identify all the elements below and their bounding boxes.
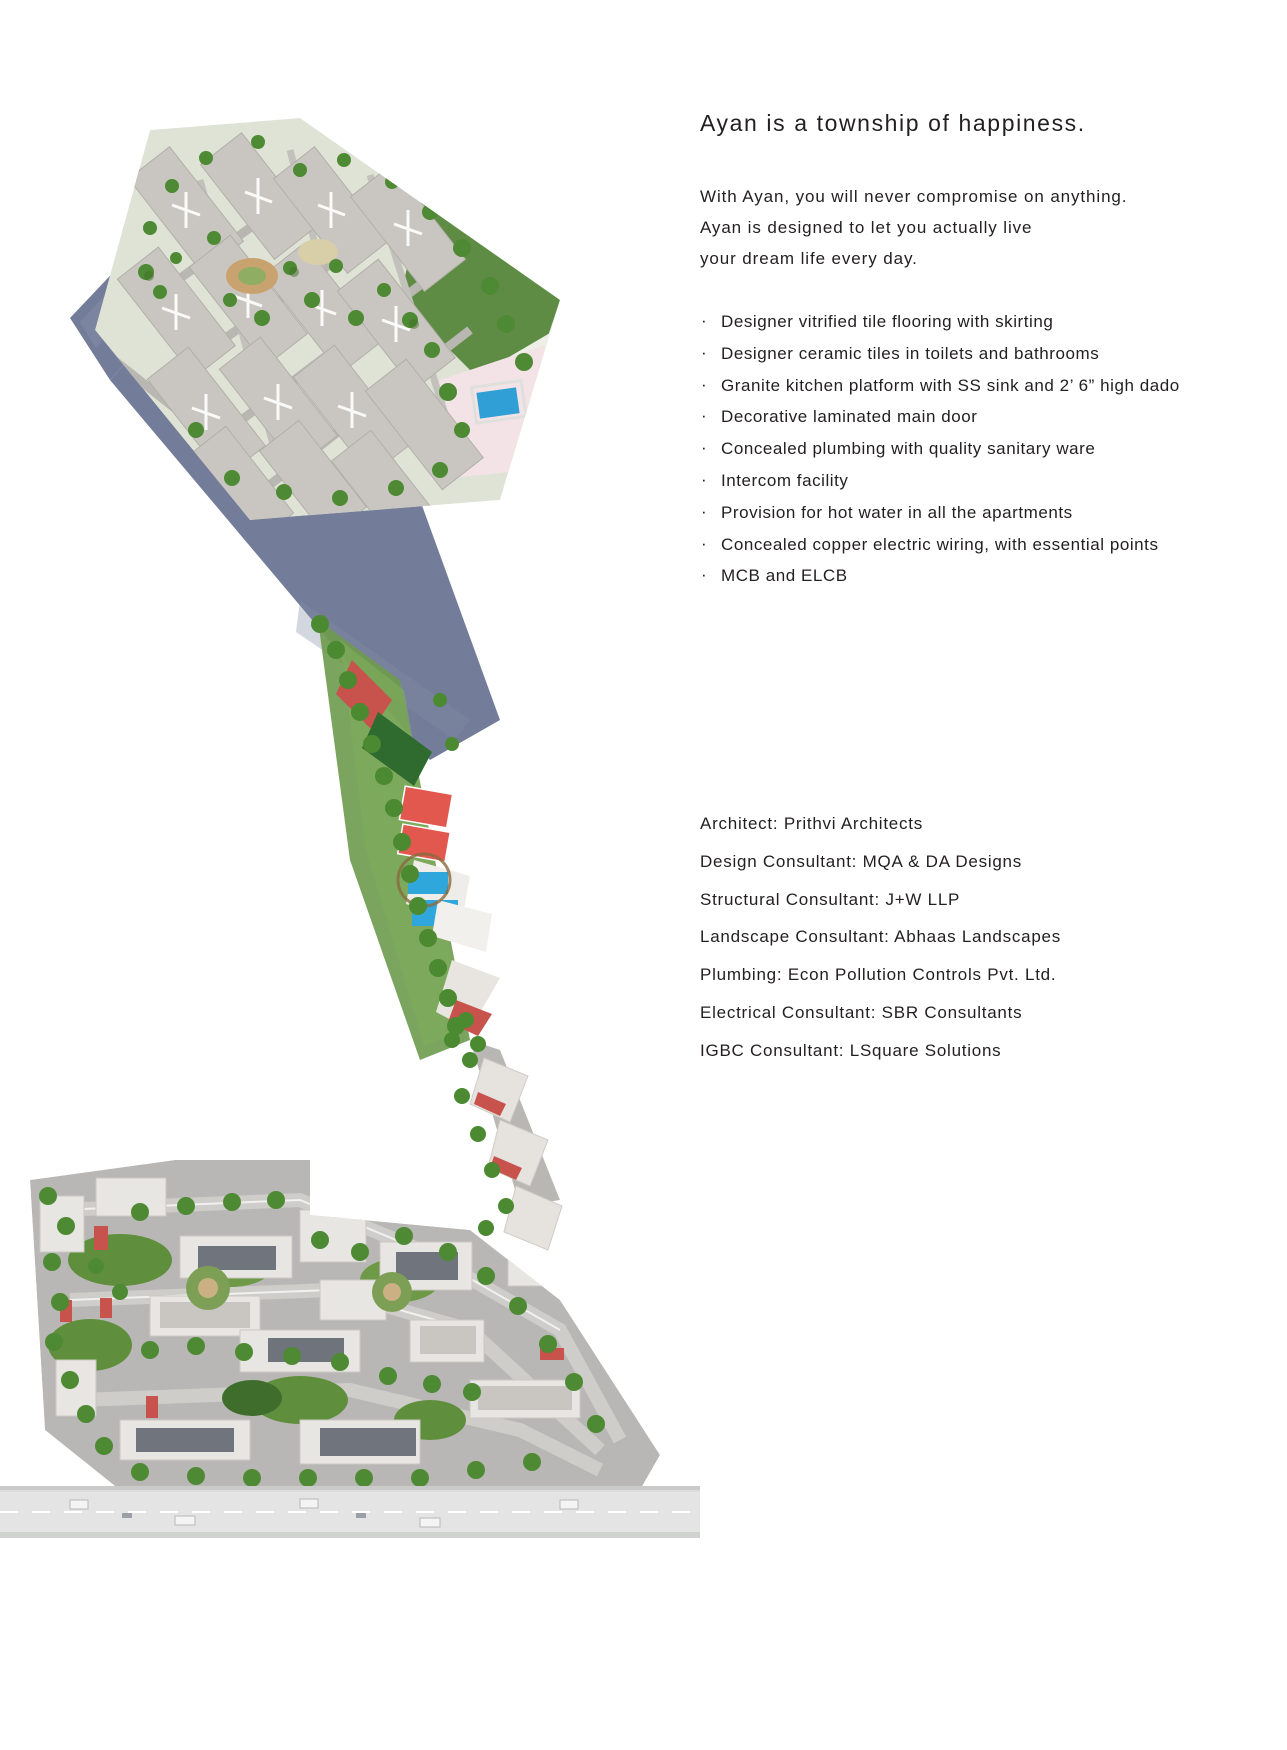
bullet-icon: · [701, 565, 708, 585]
bullet-icon: · [701, 438, 708, 458]
bullet-icon: · [701, 406, 708, 426]
feature-text: Granite kitchen platform with SS sink and 2’ 6” high dado [721, 375, 1180, 395]
feature-text: Decorative laminated main door [721, 407, 978, 427]
feature-text: Provision for hot water in all the apartments [721, 502, 1073, 522]
list-item [700, 529, 1240, 561]
list-item [700, 338, 1240, 370]
foreground-highway [0, 1486, 700, 1538]
feature-text: Designer vitrified tile flooring with skirting [721, 312, 1054, 331]
credit-plumbing: Plumbing: Econ Pollution Controls Pvt. Ltd. [700, 965, 1057, 985]
credit-electrical-consultant: Electrical Consultant: SBR Consultants [700, 1002, 1023, 1022]
bullet-icon: · [701, 533, 708, 553]
feature-text: Designer ceramic tiles in toilets and bathrooms [721, 343, 1100, 363]
credit-architect: Architect: Prithvi Architects [700, 814, 923, 833]
bullet-icon: · [701, 501, 708, 521]
feature-text: Intercom facility [721, 470, 849, 490]
credit-structural-consultant: Structural Consultant: J+W LLP [700, 889, 961, 909]
feature-list [700, 306, 1240, 592]
bullet-icon: · [701, 342, 708, 362]
feature-text: Concealed plumbing with quality sanitary ware [721, 439, 1096, 459]
feature-text: Concealed copper electric wiring, with essential points [721, 534, 1159, 554]
intro-paragraph [700, 181, 1240, 274]
list-item [700, 433, 1240, 465]
intro-line-2: Ayan is designed to let you actually live [700, 218, 1033, 237]
bullet-icon: · [701, 311, 708, 330]
credit-design-consultant: Design Consultant: MQA & DA Designs [700, 851, 1022, 871]
list-item [700, 401, 1240, 433]
list-item [700, 306, 1240, 338]
marketing-copy-column [700, 110, 1240, 592]
credit-igbc-consultant: IGBC Consultant: LSquare Solutions [700, 1040, 1002, 1060]
feature-text: MCB and ELCB [721, 566, 848, 586]
intro-line-3: your dream life every day. [700, 249, 918, 268]
mid-cluster [300, 610, 562, 1250]
bullet-icon: · [701, 469, 708, 489]
list-item [700, 560, 1240, 592]
consultant-credits [700, 805, 1240, 1070]
south-cluster [30, 1160, 660, 1490]
list-item [700, 465, 1240, 497]
list-item [700, 497, 1240, 529]
credit-landscape-consultant: Landscape Consultant: Abhaas Landscapes [700, 927, 1061, 947]
intro-line-1: With Ayan, you will never compromise on anything. [700, 187, 1128, 206]
page-title: Ayan is a township of happiness. [700, 110, 1086, 136]
list-item [700, 370, 1240, 402]
bullet-icon: · [701, 374, 708, 394]
